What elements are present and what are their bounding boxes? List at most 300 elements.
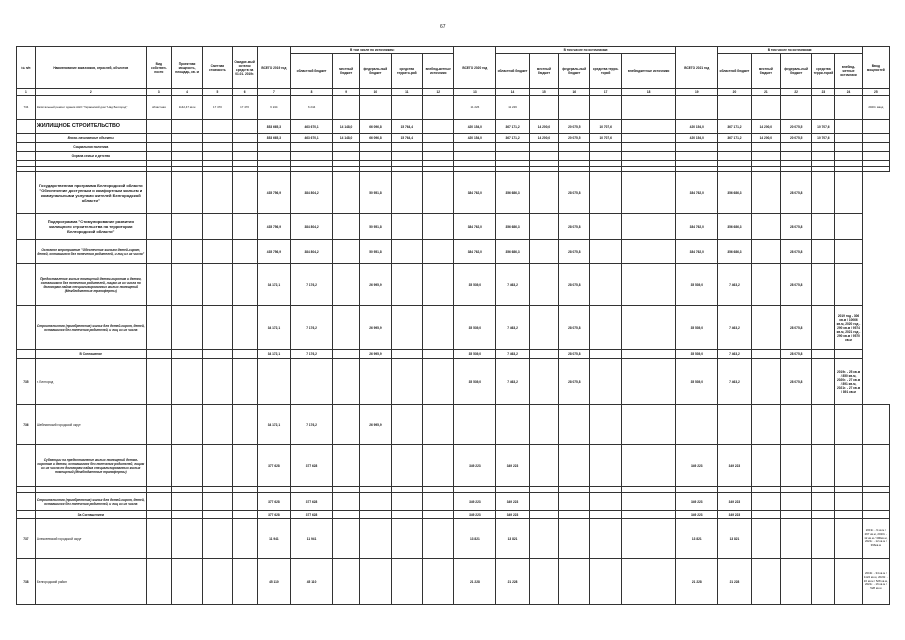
table-cell	[360, 519, 391, 559]
column-number: 15	[529, 89, 558, 96]
table-cell: 20 075,5	[559, 120, 590, 134]
table-cell	[333, 264, 360, 306]
table-cell	[812, 445, 835, 487]
table-cell: 17 470	[203, 96, 232, 120]
row-name-cell: Капитальный ремонт здания АНО "Украинский дом "Над Белгород"	[35, 96, 146, 120]
table-cell: 420 154,0	[676, 120, 718, 134]
table-cell: 7 176,2	[291, 405, 333, 445]
table-cell	[780, 152, 811, 161]
row-name-cell: Алексеевский городской округ	[35, 519, 146, 559]
table-cell: 7 463,2	[718, 350, 751, 359]
table-cell	[422, 445, 453, 487]
table-cell: 7 176,2	[291, 264, 333, 306]
table-cell: 2019г. - 9 кв.м / 297 кв.м, 2020г. - 12 кв.м / 396кв.м, 2021г. - 12 кв.м / 396кв.м	[862, 519, 889, 559]
table-cell	[751, 350, 780, 359]
table-cell	[812, 172, 835, 214]
table-cell	[391, 143, 422, 152]
table-cell	[751, 143, 780, 152]
table-cell	[171, 559, 202, 605]
table-row	[17, 172, 890, 214]
table-cell	[333, 519, 360, 559]
table-cell	[751, 96, 780, 120]
row-number-cell	[17, 445, 36, 487]
table-cell: 28 075,8	[780, 214, 811, 240]
row-name-cell: Основное мероприятие "Обеспечение жильем детей-сирот, детей, оставшихся без попечения родителей, и лиц из их числа"	[35, 240, 146, 264]
table-cell	[146, 405, 171, 445]
table-cell	[171, 172, 202, 214]
table-cell	[835, 445, 862, 487]
col-federal-2020: федераль-ный бюджет	[559, 54, 590, 89]
table-row	[17, 350, 890, 359]
group-2021: В том числе по источникам:	[718, 47, 862, 54]
table-cell: 463 670,1	[291, 120, 333, 134]
table-cell	[529, 143, 558, 152]
row-number-cell	[17, 143, 36, 152]
table-cell	[559, 511, 590, 519]
table-cell	[333, 359, 360, 405]
table-cell	[360, 493, 391, 511]
table-cell: 21 228	[496, 559, 529, 605]
table-cell	[391, 152, 422, 161]
table-cell	[232, 172, 257, 214]
table-cell	[559, 445, 590, 487]
table-cell: 28 075,8	[559, 214, 590, 240]
table-cell	[751, 152, 780, 161]
table-cell	[203, 306, 232, 350]
column-number: 10	[360, 89, 391, 96]
table-cell	[146, 214, 171, 240]
table-cell	[422, 143, 453, 152]
table-cell: 21 228	[676, 559, 718, 605]
table-cell: 26 995,9	[360, 264, 391, 306]
table-cell: 7 463,2	[718, 306, 751, 350]
table-cell: 356 686,3	[496, 214, 529, 240]
col-terr-2021: средства терри-торий	[812, 54, 835, 89]
row-name-cell: ЖИЛИЩНОЕ СТРОИТЕЛЬСТВО	[35, 120, 146, 134]
table-cell: 377 628	[291, 493, 333, 511]
table-cell: 28 075,8	[780, 264, 811, 306]
table-cell	[835, 120, 862, 134]
col-regional-2021: областной бюджет	[718, 54, 751, 89]
table-cell	[203, 511, 232, 519]
table-cell	[812, 519, 835, 559]
row-name-cell: Строительство (приобретение) жилья для детей-сирот, детей, оставшихся без попечения родителей, и лиц из их числа	[35, 306, 146, 350]
table-cell	[203, 559, 232, 605]
table-cell: 384 804,2	[291, 172, 333, 214]
table-cell: 14 200,0	[751, 134, 780, 143]
table-cell: 7 176,2	[291, 306, 333, 350]
table-cell	[171, 240, 202, 264]
table-cell	[718, 143, 751, 152]
table-cell	[232, 493, 257, 511]
table-cell: 34 172,1	[257, 264, 290, 306]
table-cell	[835, 264, 862, 306]
col-federal-2019: федераль-ный бюджет	[360, 54, 391, 89]
table-cell	[529, 306, 558, 350]
column-number: 16	[559, 89, 590, 96]
table-cell	[751, 306, 780, 350]
table-cell: 7 463,2	[718, 264, 751, 306]
table-cell	[835, 172, 862, 214]
table-cell: 2020г. ввод	[862, 96, 889, 120]
table-cell	[422, 350, 453, 359]
table-cell	[171, 445, 202, 487]
table-cell	[232, 511, 257, 519]
table-row	[17, 214, 890, 240]
table-cell	[391, 359, 422, 405]
table-cell: 435 756,9	[257, 214, 290, 240]
table-cell: 7 463,2	[496, 359, 529, 405]
table-cell: 35 539,0	[676, 306, 718, 350]
table-cell: 66 096,8	[360, 120, 391, 134]
table-cell: 14 148,0	[333, 134, 360, 143]
table-cell	[559, 559, 590, 605]
table-cell	[146, 359, 171, 405]
table-cell: 853 665,3	[257, 134, 290, 143]
table-cell	[780, 511, 811, 519]
table-cell	[232, 306, 257, 350]
table-cell	[391, 445, 422, 487]
column-number: 22	[780, 89, 811, 96]
table-cell	[559, 493, 590, 511]
col-total-2019: ВСЕГО 2019 год	[257, 47, 290, 89]
column-number: 9	[333, 89, 360, 96]
table-cell: 15 764,4	[391, 120, 422, 134]
table-cell	[291, 143, 333, 152]
column-number: 6	[232, 89, 257, 96]
column-number: 19	[676, 89, 718, 96]
row-number-cell: 735	[17, 359, 36, 405]
table-cell: 35 539,0	[454, 306, 496, 350]
col-regional-2019: областной бюджет	[291, 54, 333, 89]
col-local-2021: местный бюджет	[751, 54, 780, 89]
table-row	[17, 96, 890, 120]
table-cell: 384 762,0	[454, 214, 496, 240]
table-cell	[812, 559, 835, 605]
table-cell	[835, 143, 862, 152]
table-cell	[333, 143, 360, 152]
table-cell	[454, 405, 496, 445]
column-number: 14	[496, 89, 529, 96]
table-row	[17, 359, 890, 405]
table-cell	[496, 405, 529, 445]
col-federal-2021: федераль-ный бюджет	[780, 54, 811, 89]
table-cell: 50 951,8	[360, 172, 391, 214]
table-cell	[751, 519, 780, 559]
table-cell: 349 223	[718, 445, 751, 487]
table-cell	[171, 519, 202, 559]
table-cell	[862, 120, 889, 134]
table-cell	[146, 152, 171, 161]
table-row	[17, 240, 890, 264]
row-name-cell: Государственная программа Белгородской области "Обеспечение доступным и комфортным жильем и коммунальными услугами жителей Белгородской области"	[35, 172, 146, 214]
row-number-cell	[17, 350, 36, 359]
table-cell: 28 075,8	[780, 350, 811, 359]
table-cell: 853 665,3	[257, 120, 290, 134]
table-cell: 435 756,9	[257, 240, 290, 264]
table-cell	[360, 96, 391, 120]
table-cell	[391, 519, 422, 559]
row-number-cell	[17, 152, 36, 161]
column-number: 13	[454, 89, 496, 96]
table-cell: 13 821	[454, 519, 496, 559]
col-cost: Сметная стоимость	[203, 47, 232, 89]
table-cell	[529, 359, 558, 405]
table-cell	[621, 143, 675, 152]
table-cell: 349 223	[676, 493, 718, 511]
col-name: Наименование заказчиков, отраслей, объектов	[35, 47, 146, 89]
table-cell	[559, 519, 590, 559]
table-cell	[146, 172, 171, 214]
table-cell: 349 223	[496, 511, 529, 519]
table-cell: 26 995,9	[360, 306, 391, 350]
table-cell	[835, 240, 862, 264]
col-extra-2020: внебюджетные источники	[621, 54, 675, 89]
table-cell	[391, 96, 422, 120]
table-cell: 35 539,0	[676, 359, 718, 405]
table-cell	[590, 152, 621, 161]
table-cell	[171, 511, 202, 519]
table-cell	[718, 152, 751, 161]
table-cell	[422, 134, 453, 143]
table-cell: 28 075,8	[559, 172, 590, 214]
column-number: 25	[862, 89, 889, 96]
table-cell	[812, 152, 835, 161]
table-cell	[171, 264, 202, 306]
table-cell	[590, 350, 621, 359]
table-cell: 10 707,6	[590, 120, 621, 134]
table-cell	[529, 511, 558, 519]
table-cell: 377 628	[291, 511, 333, 519]
table-cell: 35 539,0	[676, 350, 718, 359]
table-cell: 384 762,0	[454, 240, 496, 264]
table-row	[17, 264, 890, 306]
table-cell	[590, 359, 621, 405]
table-cell	[360, 511, 391, 519]
table-cell	[621, 559, 675, 605]
table-cell	[360, 559, 391, 605]
table-cell: 14 200,0	[529, 134, 558, 143]
table-cell	[333, 493, 360, 511]
table-cell	[232, 143, 257, 152]
table-cell: 10 707,6	[812, 120, 835, 134]
table-cell: 367 171,2	[496, 134, 529, 143]
table-cell	[232, 405, 257, 445]
table-cell	[862, 405, 889, 445]
row-name-cell: Охрана семьи и детства	[35, 152, 146, 161]
col-capacity: Проектная мощность, площадь, кв. м	[171, 47, 202, 89]
table-row	[17, 143, 890, 152]
table-cell	[812, 405, 835, 445]
table-cell: 1142,47 кв.м	[171, 96, 202, 120]
col-terr-2019: средства террито-рий	[391, 54, 422, 89]
table-row	[17, 306, 890, 350]
table-cell	[751, 511, 780, 519]
table-cell: 35 539,0	[454, 359, 496, 405]
table-cell	[862, 167, 889, 172]
col-extra-2021: внебюд-жетные источники	[835, 54, 862, 89]
table-cell	[391, 493, 422, 511]
row-name-cell: Белгородский район	[35, 559, 146, 605]
table-cell	[232, 152, 257, 161]
table-cell	[360, 143, 391, 152]
table-cell	[391, 559, 422, 605]
table-cell: 45 110	[291, 559, 333, 605]
table-cell	[676, 405, 718, 445]
table-cell	[780, 445, 811, 487]
table-cell	[780, 559, 811, 605]
table-cell	[529, 559, 558, 605]
table-cell	[751, 214, 780, 240]
table-cell: 10 707,6	[590, 134, 621, 143]
table-cell	[529, 493, 558, 511]
table-cell: 7 176,2	[291, 350, 333, 359]
table-cell	[529, 240, 558, 264]
table-cell	[812, 96, 835, 120]
table-cell: 349 223	[454, 445, 496, 487]
table-cell	[422, 264, 453, 306]
table-cell: 20 075,5	[780, 134, 811, 143]
table-cell	[751, 359, 780, 405]
table-cell: 35 539,0	[676, 264, 718, 306]
table-cell	[171, 493, 202, 511]
table-cell	[203, 445, 232, 487]
table-cell: 356 686,3	[718, 240, 751, 264]
table-cell: 349 223	[496, 493, 529, 511]
table-cell	[780, 143, 811, 152]
row-name-cell: Предоставление жилых помещений детям-сиротам и детям, оставшимся без попечения родителей, лицам из их числа по договорам найма специализированных жилых помещений (Межбюджетные трансферты)	[35, 264, 146, 306]
table-cell	[146, 519, 171, 559]
table-cell	[812, 240, 835, 264]
table-cell: 28 075,8	[559, 350, 590, 359]
table-cell: 11 941	[291, 519, 333, 559]
table-cell	[171, 214, 202, 240]
table-cell: 28 075,8	[780, 359, 811, 405]
row-number-cell	[17, 511, 36, 519]
table-cell	[291, 359, 333, 405]
table-cell	[835, 511, 862, 519]
table-cell	[621, 96, 675, 120]
table-cell	[171, 350, 202, 359]
table-cell: 367 171,2	[718, 120, 751, 134]
table-cell: 13 821	[496, 519, 529, 559]
table-cell	[232, 134, 257, 143]
table-cell: 28 075,8	[559, 359, 590, 405]
table-cell	[780, 96, 811, 120]
row-number-cell	[17, 120, 36, 134]
table-cell	[529, 445, 558, 487]
table-cell	[422, 306, 453, 350]
row-name-cell: Социальная политика	[35, 143, 146, 152]
table-cell	[146, 120, 171, 134]
table-cell: 20 075,5	[559, 134, 590, 143]
table-cell: 35 539,0	[454, 264, 496, 306]
table-cell	[812, 264, 835, 306]
row-number-cell	[17, 240, 36, 264]
table-cell	[621, 493, 675, 511]
table-cell: 34 172,1	[257, 405, 290, 445]
table-cell	[751, 445, 780, 487]
table-cell	[559, 143, 590, 152]
table-cell: 28 075,8	[559, 306, 590, 350]
row-number-cell: 736	[17, 405, 36, 445]
row-name-cell: г. Белгород	[35, 359, 146, 405]
column-number: 5	[203, 89, 232, 96]
table-cell	[333, 172, 360, 214]
table-cell	[559, 152, 590, 161]
table-cell	[454, 143, 496, 152]
table-cell	[812, 359, 835, 405]
table-cell	[171, 405, 202, 445]
table-row	[17, 120, 890, 134]
table-cell	[621, 240, 675, 264]
table-cell: 367 171,2	[718, 134, 751, 143]
table-cell: 420 154,0	[676, 134, 718, 143]
table-cell: 349 223	[454, 493, 496, 511]
column-number: 23	[812, 89, 835, 96]
row-number-cell	[17, 264, 36, 306]
row-number-cell	[17, 172, 36, 214]
table-cell	[590, 96, 621, 120]
table-cell	[232, 264, 257, 306]
table-cell: 384 804,2	[291, 214, 333, 240]
row-name-cell: Вновь начинаемые объекты	[35, 134, 146, 143]
table-cell: 384 762,0	[454, 172, 496, 214]
column-number: 3	[146, 89, 171, 96]
row-name-cell: В Соглашение	[35, 350, 146, 359]
table-row	[17, 405, 890, 445]
table-cell	[333, 559, 360, 605]
table-cell	[812, 214, 835, 240]
table-cell	[203, 172, 232, 214]
group-2020: В том числе по источникам:	[496, 47, 676, 54]
table-cell: 349 223	[454, 511, 496, 519]
table-cell: 349 223	[676, 445, 718, 487]
table-cell	[529, 152, 558, 161]
table-cell	[590, 172, 621, 214]
header-row-top	[17, 47, 890, 54]
table-body	[17, 96, 890, 605]
table-cell	[391, 172, 422, 214]
table-cell	[590, 214, 621, 240]
col-input: Ввод мощностей	[862, 47, 889, 89]
column-number: 7	[257, 89, 290, 96]
table-cell	[590, 559, 621, 605]
table-cell	[529, 519, 558, 559]
table-cell	[862, 493, 889, 511]
col-regional-2020: областной бюджет	[496, 54, 529, 89]
table-cell	[257, 152, 290, 161]
table-cell: 14 200,0	[751, 120, 780, 134]
table-cell	[422, 359, 453, 405]
table-cell	[232, 240, 257, 264]
table-cell	[232, 120, 257, 134]
table-cell	[590, 493, 621, 511]
table-cell: 10 707,6	[812, 134, 835, 143]
table-cell: 384 762,0	[676, 240, 718, 264]
column-number: 12	[422, 89, 453, 96]
table-cell	[203, 350, 232, 359]
table-cell	[529, 96, 558, 120]
table-cell	[232, 519, 257, 559]
table-cell	[333, 214, 360, 240]
table-cell: 377 628	[257, 493, 290, 511]
table-cell	[146, 143, 171, 152]
table-cell	[146, 134, 171, 143]
table-cell	[391, 350, 422, 359]
table-cell	[529, 172, 558, 214]
table-cell	[835, 134, 862, 143]
